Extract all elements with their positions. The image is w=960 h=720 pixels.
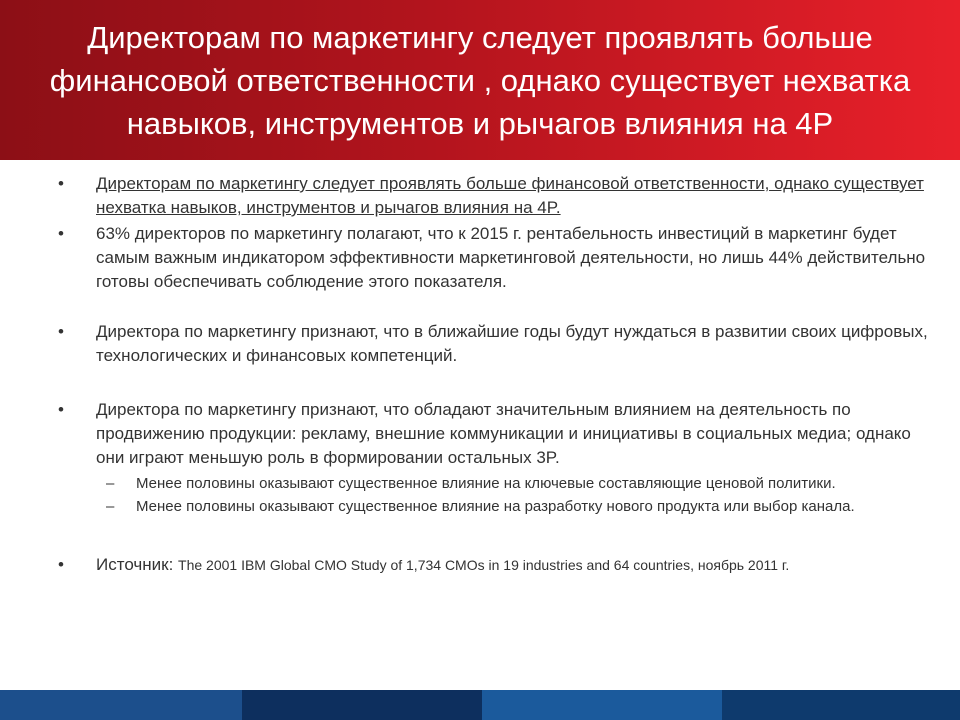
bullet-item-1 xyxy=(58,172,938,220)
footer-segment xyxy=(722,690,960,720)
sub-bullet-item-1 xyxy=(98,473,938,494)
footer-segment xyxy=(0,690,242,720)
bullet-item-4 xyxy=(58,398,938,470)
source-item xyxy=(58,553,938,577)
slide-title: Директорам по маркетингу следует проявлять больше финансовой ответственности , однако существует нехватка навыков, инструментов и рычагов влияния на 4P xyxy=(49,19,911,141)
sub-bullet-text: Менее половины оказывают существенное влияние на ключевые составляющие ценовой политики. xyxy=(136,475,836,492)
bullet-icon: • xyxy=(58,322,64,341)
dash-icon: – xyxy=(106,498,115,515)
slide-body xyxy=(58,172,938,577)
bullet-icon: • xyxy=(58,400,64,419)
dash-icon: – xyxy=(106,475,115,492)
bullet-icon: • xyxy=(58,224,64,243)
source-text: The 2001 IBM Global CMO Study of 1,734 CMOs in 19 industries and 64 countries, ноябрь 2011 г. xyxy=(178,557,790,573)
bullet-text: Директора по маркетингу признают, что в ближайшие годы будут нуждаться в развитии своих цифровых, технологических и финансовых компетенций. xyxy=(96,322,928,365)
bullet-text: Директорам по маркетингу следует проявлять больше финансовой ответственности, однако существует нехватка навыков, инструментов и рычагов влияния на 4P. xyxy=(96,174,924,217)
bullet-item-2 xyxy=(58,222,938,294)
footer-segment xyxy=(242,690,482,720)
sub-bullet-item-2 xyxy=(98,496,938,517)
bullet-text: 63% директоров по маркетингу полагают, что к 2015 г. рентабельность инвестиций в маркетинг будет самым важным индикатором эффективности маркетинговой деятельности, но лишь 44% действительно готовы обеспечивать соблюдение этого показателя. xyxy=(96,224,926,291)
bullet-text: Директора по маркетингу признают, что обладают значительным влиянием на деятельность по продвижению продукции: рекламу, внешние коммуникации и инициативы в социальных медиа; однако они играют меньшую роль в формировании остальных 3P. xyxy=(96,400,911,467)
sub-bullet-text: Менее половины оказывают существенное влияние на разработку нового продукта или выбор канала. xyxy=(136,498,855,515)
bullet-icon: • xyxy=(58,174,64,193)
footer-bar xyxy=(0,690,960,720)
footer-segment xyxy=(482,690,722,720)
bullet-icon: • xyxy=(58,555,64,574)
title-banner xyxy=(0,0,960,160)
source-label: Источник: xyxy=(96,555,174,574)
bullet-item-3 xyxy=(58,320,938,368)
